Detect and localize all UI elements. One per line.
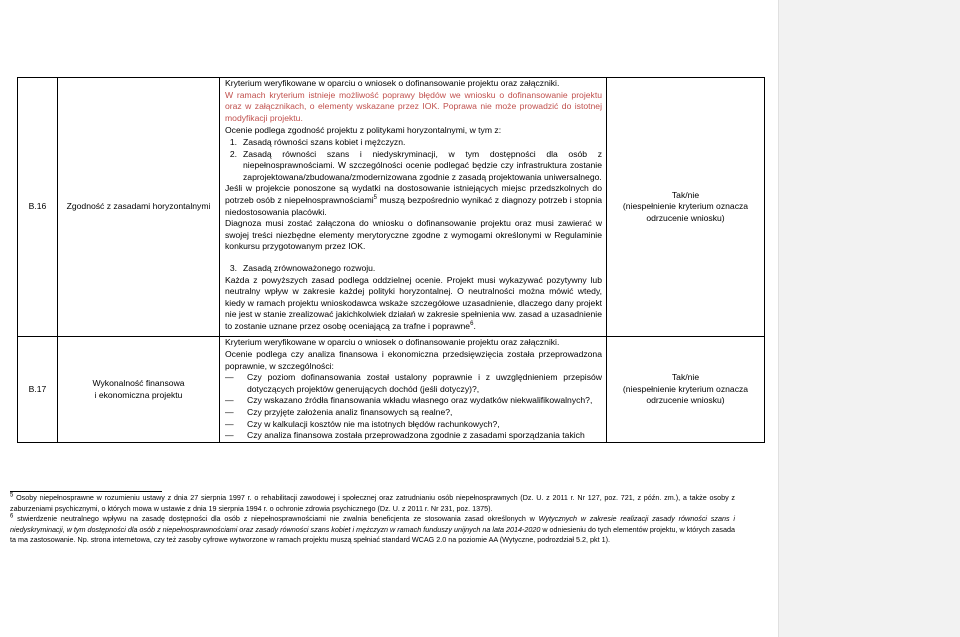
intro-text: Kryterium weryfikowane w oparciu o wniosek o dofinansowanie projektu oraz załączniki. bbox=[225, 337, 560, 348]
footnote-separator bbox=[10, 491, 162, 492]
result-note: (niespełnienie kryterium oznacza bbox=[622, 383, 749, 394]
footnotes bbox=[10, 493, 735, 546]
criterion-description bbox=[220, 78, 607, 337]
list-text: Czy analiza finansowa została przeprowadzona zgodnie z zasadami sporządzania takich bbox=[247, 430, 585, 441]
list-text: Czy przyjęte założenia analiz finansowych są realne?, bbox=[247, 407, 453, 418]
list-item bbox=[225, 395, 602, 407]
list-text: Zasadą zrównoważonego rozwoju. bbox=[243, 262, 376, 273]
criterion-name: Zgodność z zasadami horyzontalnymi bbox=[58, 78, 220, 337]
dash-bullet: — bbox=[225, 430, 234, 441]
list-item bbox=[225, 407, 602, 419]
list-item bbox=[225, 419, 602, 431]
list-number: 2. bbox=[229, 148, 237, 159]
accessibility-paragraph: Jeśli w projekcie ponoszone są wydatki na dostosowanie istniejących miejsc przedszkolnych do potrzeb osób z niepełnosprawnościami$^5$ muszą bezpośrednio wynikać z diagnozy potrzeb i stopnia niedostosowania placówki. bbox=[225, 183, 602, 217]
row-id: B.16 bbox=[18, 78, 58, 337]
dash-bullet: — bbox=[225, 418, 234, 429]
result-note: odrzucenie wniosku) bbox=[646, 395, 725, 406]
footnote-ref: 6 bbox=[470, 321, 474, 328]
criterion-description bbox=[220, 337, 607, 442]
list-item bbox=[225, 137, 602, 149]
separate-evaluation-paragraph: Każda z powyższych zasad podlega oddzielnej ocenie. Projekt musi wykazywać pozytywny lub neutralny wpływ w zakresie każdej polityki horyzontalnej. O neutralności można mówić wtedy, kiedy w ramach projektu wnioskodawca wskaże szczegółowe uzasadnienie, dlaczego dany projekt nie jest w stanie zrealizować jakichkolwiek działań w zakresie spełnienia ww. zasad a uzasadnienie to zostanie uznane przez osobę oceniającą za trafne i poprawne$^6$. bbox=[225, 274, 602, 331]
table-row-b17 bbox=[18, 337, 765, 442]
result-value: Tak/nie bbox=[671, 372, 700, 383]
list-number: 1. bbox=[229, 136, 237, 147]
result-note: (niespełnienie kryterium oznacza bbox=[622, 201, 749, 212]
row-id: B.17 bbox=[18, 337, 58, 442]
list-text: Zasadą równości szans kobiet i mężczyzn. bbox=[243, 136, 406, 147]
dash-bullet: — bbox=[225, 407, 234, 418]
footnote-ref: 5 bbox=[373, 195, 377, 202]
result-cell bbox=[607, 78, 765, 337]
intro-text: Kryterium weryfikowane w oparciu o wniosek o dofinansowanie projektu oraz załączniki. bbox=[225, 78, 560, 88]
list-number: 3. bbox=[229, 262, 237, 273]
diagnosis-paragraph: Diagnoza musi zostać załączona do wniosku o dofinansowanie projektu oraz musi zawierać w swojej treści niezbędne elementy merytoryczne zgodne z wymogami określonymi w Regulaminie konkursu przygotowanym przez IOK. bbox=[225, 218, 602, 252]
dash-bullet: — bbox=[225, 395, 234, 406]
correction-note: W ramach kryterium istnieje możliwość poprawy błędów we wniosku o dofinansowanie projektu oraz w załącznikach, o elementy wskazane przez IOK. Poprawa nie może prowadzić do istotnej modyfikacji projektu. bbox=[225, 89, 602, 123]
footnote-5: $^5$ Osoby niepełnosprawne w rozumieniu ustawy z dnia 27 sierpnia 1997 r. o rehabilitacji zawodowej i społecznej oraz zatrudnianiu osób niepełnosprawnych (Dz. U. z 2011 r. Nr 127, poz. 721, z późn. zm.), a także osoby z zaburzeniami psychicznymi, o których mowa w ustawie z dnia 19 sierpnia 1994 r. o ochronie zdrowia psychicznego (Dz. U. z 2011 r. Nr 231, poz. 1375). bbox=[10, 492, 735, 513]
result-cell bbox=[607, 337, 765, 442]
evaluation-text: Ocenie podlega czy analiza finansowa i ekonomiczna przedsięwzięcia została przeprowadzona poprawnie, w szczególności: bbox=[225, 349, 602, 371]
list-item bbox=[225, 372, 602, 395]
list-text: Czy poziom dofinansowania został ustalony poprawnie i z uwzględnieniem przepisów dotyczących projektów generujących dochód (jeśli dotyczy)?, bbox=[247, 372, 602, 394]
list-item bbox=[225, 149, 602, 184]
criteria-table bbox=[17, 77, 765, 443]
footnote-6: $^6$ stwierdzenie neutralnego wpływu na zasadę dostępności dla osób z niepełnosprawnościami nie zwalnia beneficjenta ze stosowania zasad określonych w Wytycznych w zakresie realizacji zasady równości szans i niedyskryminacji, w tym dostępności dla osób z niepełnosprawnościami oraz zasady równości szans kobiet i mężczyzn w ramach funduszy unijnych na lata 2014-2020 w odniesieniu do tych elementów projektu, w których zasada ta ma zastosowanie. Np. strona internetowa, czy też zasoby cyfrowe wytworzone w ramach projektu muszą spełniać standard WCAG 2.0 na poziomie AA (Wytyczne, podrozdział 5.2, pkt 1). bbox=[10, 513, 735, 545]
evaluation-text: Ocenie podlega zgodność projektu z politykami horyzontalnymi, w tym z: bbox=[225, 125, 502, 136]
dash-bullet: — bbox=[225, 372, 234, 383]
table-row-b16 bbox=[18, 78, 765, 337]
margin-divider bbox=[778, 0, 779, 637]
list-text: Zasadą równości szans i niedyskryminacji, w tym dostępności dla osób z niepełnosprawnościami. W szczególności ocenie podlegać będzie czy infrastruktura zostanie zaprojektowana/zbudowana/zmodernizowana zgodnie z zasadą projektowania uniwersalnego. bbox=[243, 148, 602, 182]
list-text: Czy w kalkulacji kosztów nie ma istotnych błędów rachunkowych?, bbox=[247, 418, 500, 429]
result-value: Tak/nie bbox=[671, 189, 700, 200]
list-text: Czy wskazano źródła finansowania wkładu własnego oraz wydatków niekwalifikowalnych?, bbox=[247, 395, 593, 406]
list-item bbox=[225, 263, 602, 275]
criterion-name: Wykonalność finansowa i ekonomiczna projektu bbox=[58, 337, 220, 442]
list-item bbox=[225, 430, 602, 442]
comment-margin bbox=[778, 0, 960, 637]
result-note: odrzucenie wniosku) bbox=[646, 213, 725, 224]
